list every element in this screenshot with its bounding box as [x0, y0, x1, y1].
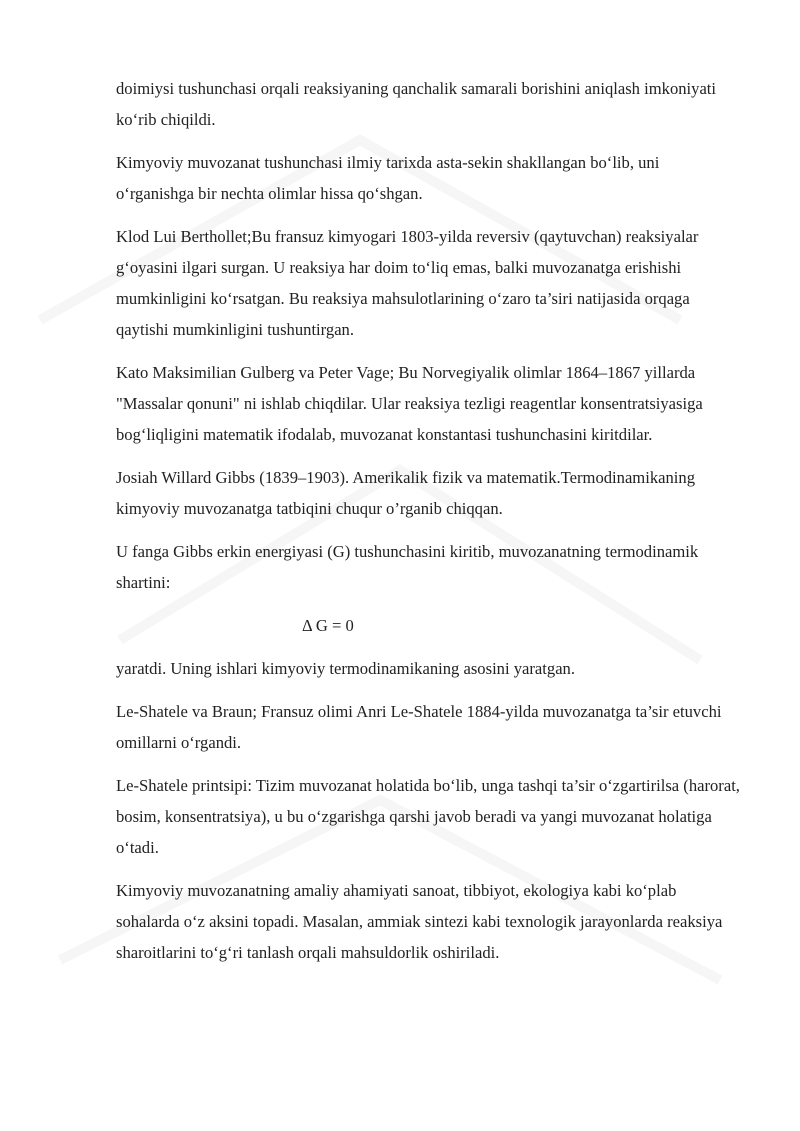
paragraph-gibbs: Josiah Willard Gibbs (1839–1903). Amerikalik fizik va matematik.Termodinamikaning kimyoviy muvozanatga tatbiqini chuqur o’rganib chiqqan. — [116, 468, 695, 518]
paragraph-equilibrium-constant: doimiysi tushunchasi orqali reaksiyaning qanchalik samarali borishini aniqlash imkoniyati ko‘rib chiqildi. — [116, 79, 717, 129]
paragraph-berthollet: Klod Lui Berthollet;Bu fransuz kimyogari 1803-yilda reversiv (qaytuvchan) reaksiyalar g‘oyasini ilgari surgan. U reaksiya har doim to‘liq emas, balki muvozanatga erishishi mumkinligini ko‘rsatgan. Bu reaksiya mahsulotlarining o‘zaro ta’siri natijasida orqaga qaytishi mumkinligini tushuntirgan. — [116, 227, 699, 339]
document-page — [116, 73, 741, 980]
paragraph-history-intro: Kimyoviy muvozanat tushunchasi ilmiy tarixda asta-sekin shakllangan bo‘lib, uni o‘rganishga bir nechta olimlar hissa qo‘shgan. — [116, 153, 660, 203]
paragraph-guldberg-waage: Kato Maksimilian Gulberg va Peter Vage; Bu Norvegiyalik olimlar 1864–1867 yillarda "Massalar qonuni" ni ishlab chiqdilar. Ular reaksiya tezligi reagentlar konsentratsiyasiga bog‘liqligini matematik ifodalab, muvozanat konstantasi tushunchasini kiritdilar. — [116, 363, 703, 444]
paragraph-thermodynamics: yaratdi. Uning ishlari kimyoviy termodinamikaning asosini yaratgan. — [116, 659, 576, 678]
formula-delta-g: Δ G = 0 — [302, 616, 354, 635]
paragraph-gibbs-energy: U fanga Gibbs erkin energiyasi (G) tushunchasini kiritib, muvozanatning termodinamik shartini: — [116, 542, 699, 592]
paragraph-le-chatelier-braun: Le-Shatele va Braun; Fransuz olimi Anri Le-Shatele 1884-yilda muvozanatga ta’sir etuvchi omillarni o‘rgandi. — [116, 702, 722, 752]
paragraph-practical-importance: Kimyoviy muvozanatning amaliy ahamiyati sanoat, tibbiyot, ekologiya kabi ko‘plab sohalarda o‘z aksini topadi. Masalan, ammiak sintezi kabi texnologik jarayonlarda reaksiya sharoitlarini to‘g‘ri tanlash orqali mahsuldorlik oshiriladi. — [116, 881, 723, 962]
paragraph-le-chatelier-principle: Le-Shatele printsipi: Tizim muvozanat holatida bo‘lib, unga tashqi ta’sir o‘zgartirilsa (harorat, bosim, konsentratsiya), u bu o‘zgarishga qarshi javob beradi va yangi muvozanat holatiga o‘tadi. — [116, 776, 740, 857]
